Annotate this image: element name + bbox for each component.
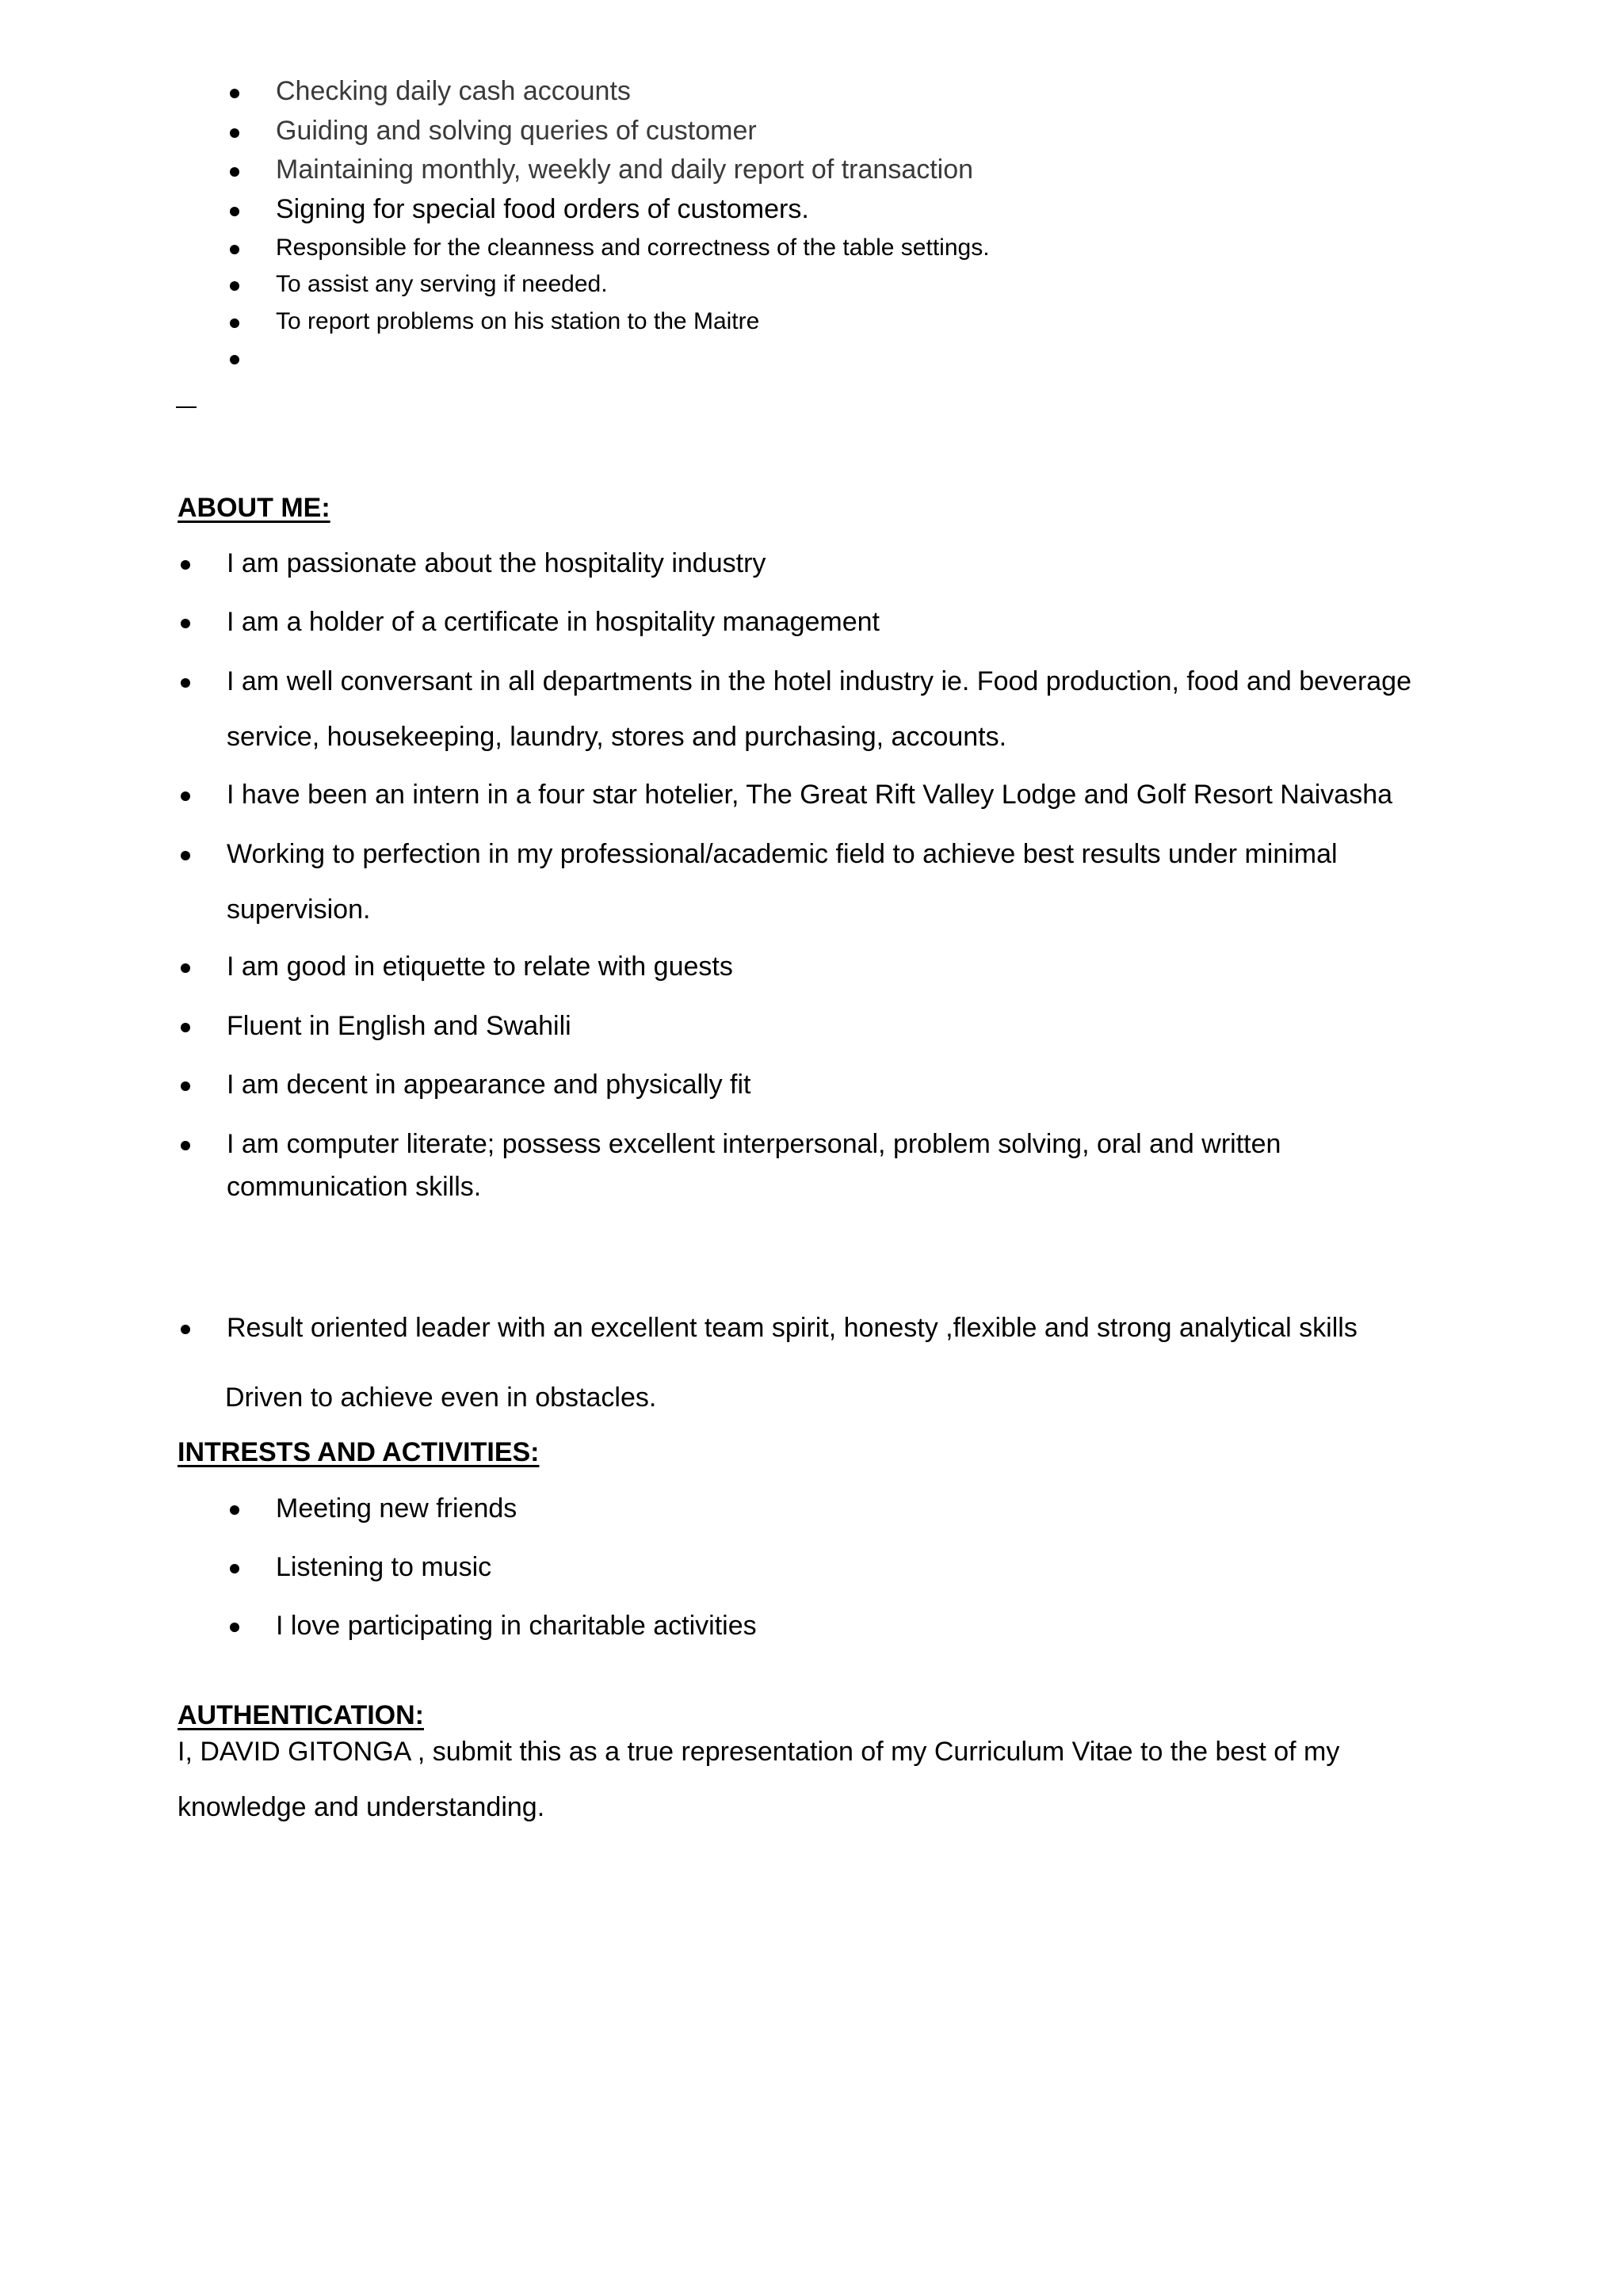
- bullet-icon: [181, 791, 190, 801]
- bullet-icon: [181, 619, 190, 628]
- list-item: Meeting new friends: [276, 1493, 517, 1524]
- authentication-text-continuation: knowledge and understanding.: [178, 1792, 545, 1822]
- list-item-continuation: communication skills.: [227, 1172, 482, 1202]
- bullet-icon: [181, 1325, 190, 1334]
- list-item: Checking daily cash accounts: [276, 76, 631, 106]
- bullet-icon: [230, 318, 239, 328]
- list-item: I am a holder of a certificate in hospitality management: [227, 607, 880, 637]
- list-item: Maintaining monthly, weekly and daily report of transaction: [276, 154, 974, 185]
- bullet-icon: [181, 560, 190, 570]
- list-item: To assist any serving if needed.: [276, 271, 608, 297]
- divider: [176, 406, 197, 408]
- bullet-icon: [181, 1141, 190, 1150]
- list-item: Fluent in English and Swahili: [227, 1011, 571, 1041]
- bullet-icon: [181, 1081, 190, 1091]
- bullet-icon: [230, 167, 239, 177]
- list-item-continuation: service, housekeeping, laundry, stores and purchasing, accounts.: [227, 722, 1007, 752]
- list-item: I am good in etiquette to relate with guests: [227, 952, 733, 982]
- list-item-continuation: supervision.: [227, 894, 371, 925]
- list-item: Working to perfection in my professional/academic field to achieve best results under minimal: [227, 839, 1338, 869]
- authentication-heading: AUTHENTICATION:: [178, 1700, 424, 1730]
- list-item-continuation: Driven to achieve even in obstacles.: [225, 1383, 657, 1413]
- bullet-icon: [181, 963, 190, 973]
- bullet-icon: [181, 678, 190, 688]
- bullet-icon: [230, 128, 239, 138]
- authentication-text: I, DAVID GITONGA , submit this as a true representation of my Curriculum Vitae to the best of my: [178, 1737, 1340, 1767]
- list-item: I am decent in appearance and physically fit: [227, 1070, 751, 1100]
- list-item: Guiding and solving queries of customer: [276, 116, 757, 146]
- list-item: Listening to music: [276, 1552, 492, 1582]
- bullet-icon: [230, 89, 239, 98]
- bullet-icon: [181, 851, 190, 860]
- list-item: I am passionate about the hospitality industry: [227, 548, 766, 578]
- list-item: I am computer literate; possess excellent interpersonal, problem solving, oral and written: [227, 1129, 1281, 1159]
- list-item: Responsible for the cleanness and correctness of the table settings.: [276, 235, 990, 261]
- interests-heading: INTRESTS AND ACTIVITIES:: [178, 1437, 540, 1467]
- bullet-icon: [230, 281, 239, 291]
- list-item: I am well conversant in all departments in the hotel industry ie. Food production, food and beverage: [227, 666, 1411, 696]
- bullet-icon: [230, 1505, 239, 1515]
- bullet-icon: [230, 1623, 239, 1632]
- bullet-icon: [230, 355, 239, 364]
- list-item: I love participating in charitable activities: [276, 1611, 757, 1641]
- bullet-icon: [230, 245, 239, 254]
- bullet-icon: [230, 1564, 239, 1573]
- list-item: Signing for special food orders of customers.: [276, 194, 809, 224]
- about-heading: ABOUT ME:: [178, 493, 330, 523]
- bullet-icon: [230, 207, 239, 216]
- list-item: I have been an intern in a four star hotelier, The Great Rift Valley Lodge and Golf Resort Naivasha: [227, 780, 1393, 810]
- bullet-icon: [181, 1023, 190, 1032]
- list-item: To report problems on his station to the Maitre: [276, 308, 760, 334]
- list-item: Result oriented leader with an excellent team spirit, honesty ,flexible and strong analytical skills: [227, 1313, 1358, 1343]
